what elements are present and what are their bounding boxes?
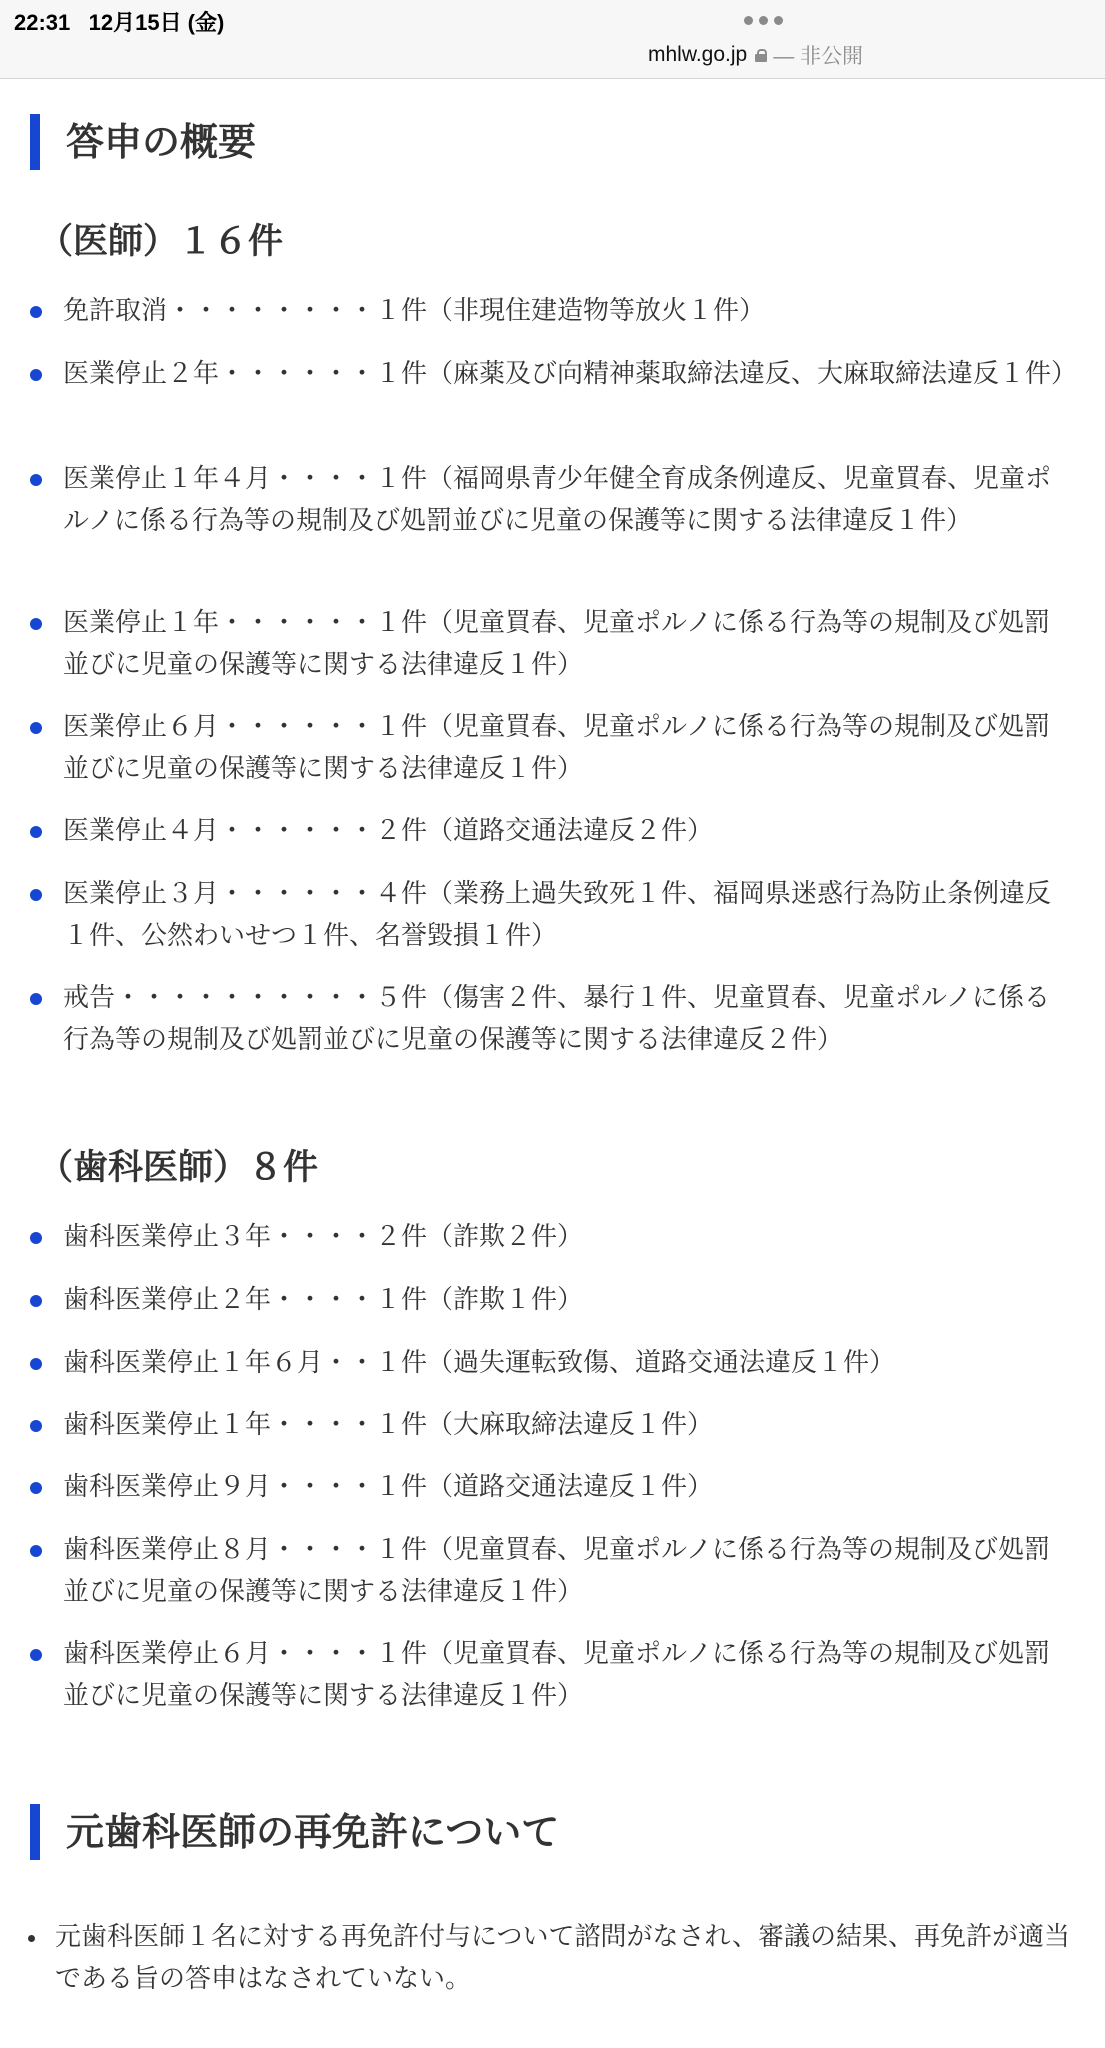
list-item: 歯科医業停止９月・・・・１件（道路交通法違反１件） bbox=[63, 1466, 1073, 1508]
list-item: 医業停止６月・・・・・・１件（児童買春、児童ポルノに係る行為等の規制及び処罰並びに児童の保護等に関する法律違反１件） bbox=[63, 706, 1073, 790]
list-item: 医業停止１年・・・・・・１件（児童買春、児童ポルノに係る行為等の規制及び処罰並びに児童の保護等に関する法律違反１件） bbox=[63, 602, 1073, 686]
list-item: 元歯科医師１名に対する再免許付与について諮問がなされ、審議の結果、再免許が適当である旨の答申はなされていない。 bbox=[55, 1916, 1073, 2000]
list-item: 医業停止２年・・・・・・１件（麻薬及び向精神薬取締法違反、大麻取締法違反１件） bbox=[63, 353, 1073, 395]
dentists-heading: （歯科医師）８件 bbox=[38, 1148, 319, 1188]
tab-menu-dots-icon[interactable] bbox=[744, 16, 783, 25]
list-item: 歯科医業停止１年６月・・１件（過失運転致傷、道路交通法違反１件） bbox=[63, 1342, 1073, 1384]
list-item: 戒告・・・・・・・・・・５件（傷害２件、暴行１件、児童買春、児童ポルノに係る行為等の規制及び処罰並びに児童の保護等に関する法律違反２件） bbox=[63, 977, 1073, 1061]
section-heading-summary: 答申の概要 bbox=[30, 114, 256, 170]
url-text: mhlw.go.jp bbox=[648, 43, 748, 66]
list-item: 歯科医業停止２年・・・・１件（詐欺１件） bbox=[63, 1279, 1073, 1321]
list-item: 歯科医業停止８月・・・・１件（児童買春、児童ポルノに係る行為等の規制及び処罰並びに児童の保護等に関する法律違反１件） bbox=[63, 1529, 1073, 1613]
status-date: 12月15日 (金) bbox=[88, 10, 225, 35]
list-item: 免許取消・・・・・・・・１件（非現住建造物等放火１件） bbox=[63, 290, 1073, 332]
url-privacy-text: — 非公開 bbox=[773, 45, 864, 68]
browser-status-bar bbox=[0, 0, 1105, 79]
list-item: 医業停止４月・・・・・・２件（道路交通法違反２件） bbox=[63, 810, 1073, 852]
lock-icon bbox=[755, 49, 767, 62]
list-item: 医業停止３月・・・・・・４件（業務上過失致死１件、福岡県迷惑行為防止条例違反１件、公然わいせつ１件、名誉毀損１件） bbox=[63, 873, 1073, 957]
doctors-heading: （医師）１６件 bbox=[38, 222, 284, 262]
status-time: 22:31 12月15日 (金) bbox=[14, 10, 225, 35]
list-item: 歯科医業停止３年・・・・２件（詐欺２件） bbox=[63, 1216, 1073, 1258]
list-item: 歯科医業停止１年・・・・１件（大麻取締法違反１件） bbox=[63, 1404, 1073, 1446]
list-item: 歯科医業停止６月・・・・１件（児童買春、児童ポルノに係る行為等の規制及び処罰並びに児童の保護等に関する法律違反１件） bbox=[63, 1633, 1073, 1717]
address-bar[interactable] bbox=[648, 40, 863, 70]
section-heading-relicense: 元歯科医師の再免許について bbox=[30, 1804, 559, 1860]
list-item: 医業停止１年４月・・・・１件（福岡県青少年健全育成条例違反、児童買春、児童ポルノに係る行為等の規制及び処罰並びに児童の保護等に関する法律違反１件） bbox=[63, 458, 1073, 542]
